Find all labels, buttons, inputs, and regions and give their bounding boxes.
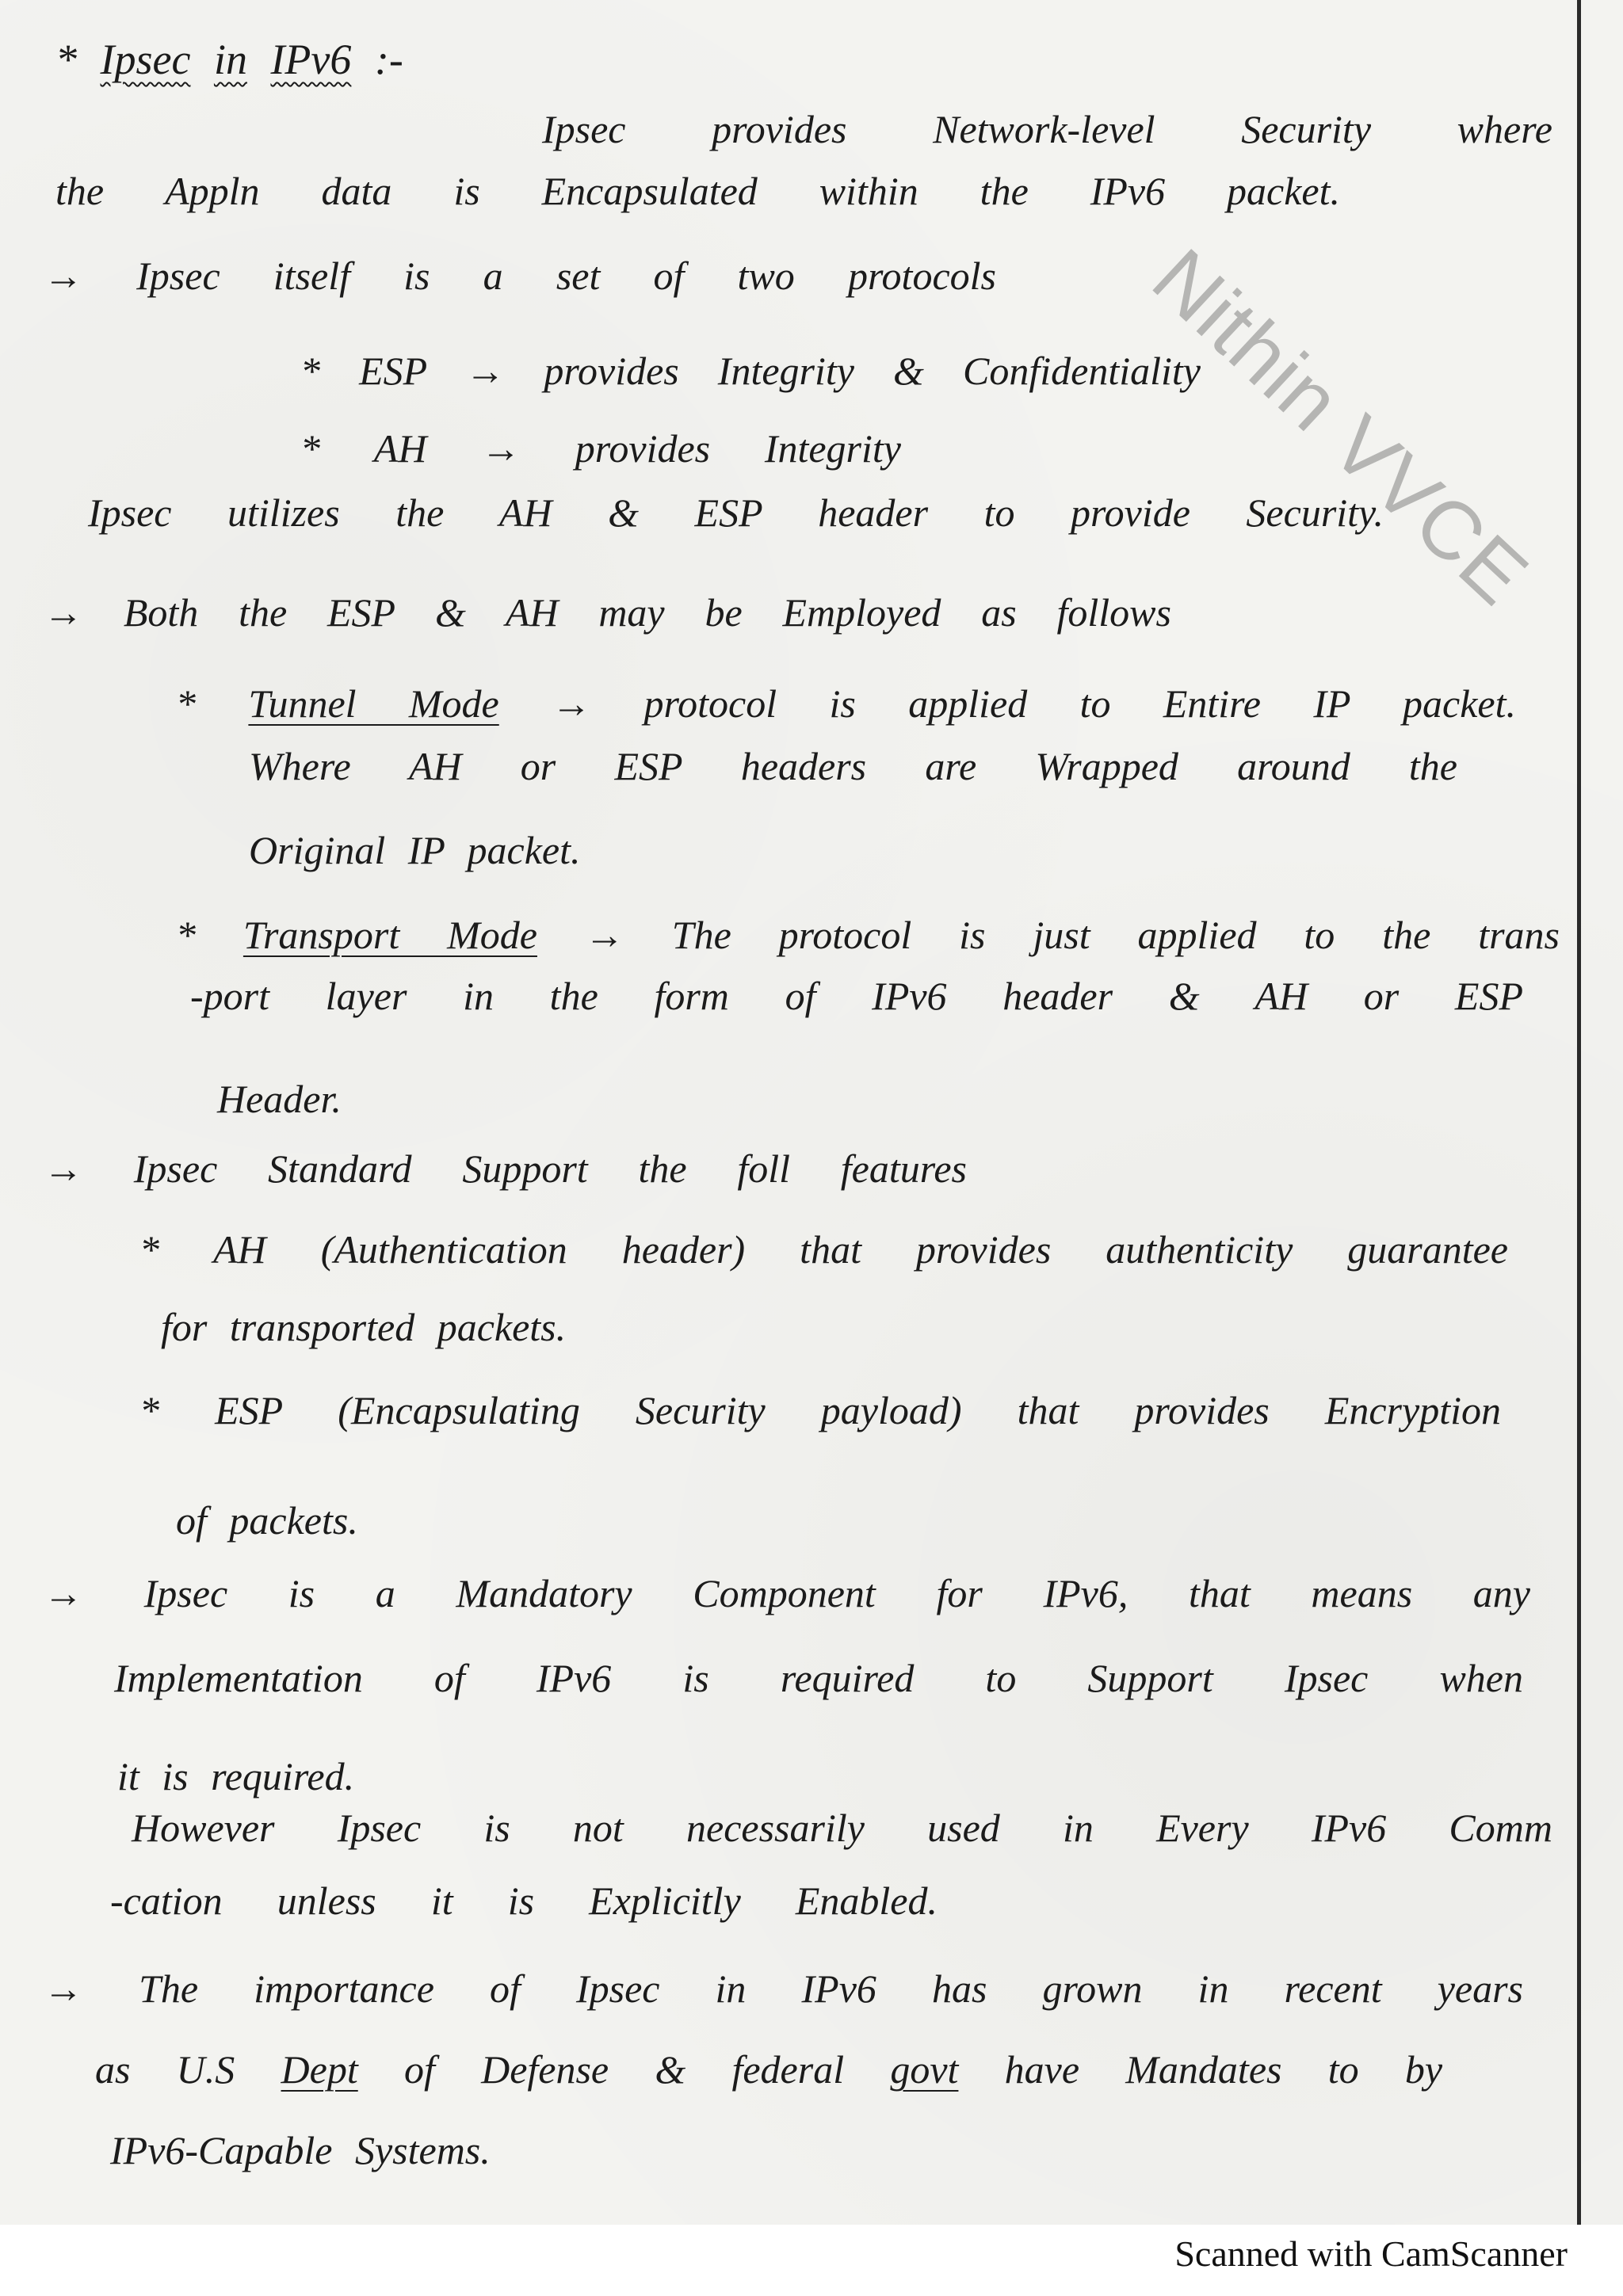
page-edge-line [1577,0,1581,2225]
tunnel-mode-line-3: Original IP packet. [249,828,581,872]
transport-mode-text-1: → The protocol is just applied to the trans [584,913,1560,957]
transport-mode-line-2: -port layer in the form of IPv6 header & AH or ESP [190,974,1523,1018]
feature-ah-line-2: for transported packets. [161,1305,567,1349]
mandatory-line-5: -cation unless it is Explicitly Enabled. [110,1878,938,1923]
tunnel-mode-label: Tunnel Mode [248,681,499,726]
transport-mode-line-3: Header. [217,1077,342,1121]
modes-lead: → Both the ESP & AH may be Employed as follows [44,590,1171,635]
importance-line-3: IPv6-Capable Systems. [110,2128,491,2172]
tunnel-mode-bullet: * [176,681,196,726]
importance-line-2-start: as U.S [95,2047,235,2092]
feature-esp-line-2: of packets. [176,1498,358,1543]
heading-word-in: in [213,36,247,83]
tunnel-mode-line-1 [176,678,1516,729]
heading-suffix: :- [374,36,403,83]
intro-line-2: the Appln data is Encapsulated within the IPv6 packet. [55,169,1340,213]
heading-word-ipsec: Ipsec [100,36,191,83]
importance-line-2 [95,2044,1442,2095]
mandatory-line-4: However Ipsec is not necessarily used in Every IPv6 Comm [132,1806,1552,1850]
heading [55,34,403,85]
tunnel-mode-text-1: → protocol is applied to Entire IP packet. [552,681,1516,726]
protocols-summary: Ipsec utilizes the AH & ESP header to provide Security. [88,490,1384,535]
importance-word-dept: Dept [281,2047,358,2092]
importance-line-2-middle: of Defense & federal [403,2047,845,2092]
heading-word-ipv6: IPv6 [270,36,352,83]
watermark-text: Nithin VVCE [1135,231,1546,624]
importance-word-govt: govt [890,2047,959,2092]
importance-line-2-end: have Mandates to by [1004,2047,1443,2092]
scanner-footer-label: Scanned with CamScanner [1174,2233,1568,2274]
mandatory-line-1: → Ipsec is a Mandatory Component for IPv6, that means any [44,1571,1530,1615]
intro-line-1: Ipsec provides Network-level Security where [542,107,1552,151]
tunnel-mode-line-2: Where AH or ESP headers are Wrapped around the [249,744,1457,788]
feature-esp-line-1: * ESP (Encapsulating Security payload) that provides Encryption [139,1388,1501,1432]
protocol-item-ah: * AH → provides Integrity [300,426,901,471]
transport-mode-label: Transport Mode [242,913,537,957]
features-lead: → Ipsec Standard Support the foll features [44,1146,967,1191]
feature-ah-line-1: * AH (Authentication header) that provides authenticity guarantee [139,1227,1508,1272]
mandatory-line-2: Implementation of IPv6 is required to Support Ipsec when [114,1656,1523,1700]
protocols-lead: → Ipsec itself is a set of two protocols [44,254,996,298]
protocol-item-esp: * ESP → provides Integrity & Confidentiality [300,349,1201,393]
heading-bullet: * [55,36,77,83]
transport-mode-bullet: * [176,913,196,957]
mandatory-line-3: it is required. [117,1754,355,1798]
transport-mode-line-1 [176,910,1560,960]
importance-line-1: → The importance of Ipsec in IPv6 has grown in recent years [44,1966,1523,2011]
